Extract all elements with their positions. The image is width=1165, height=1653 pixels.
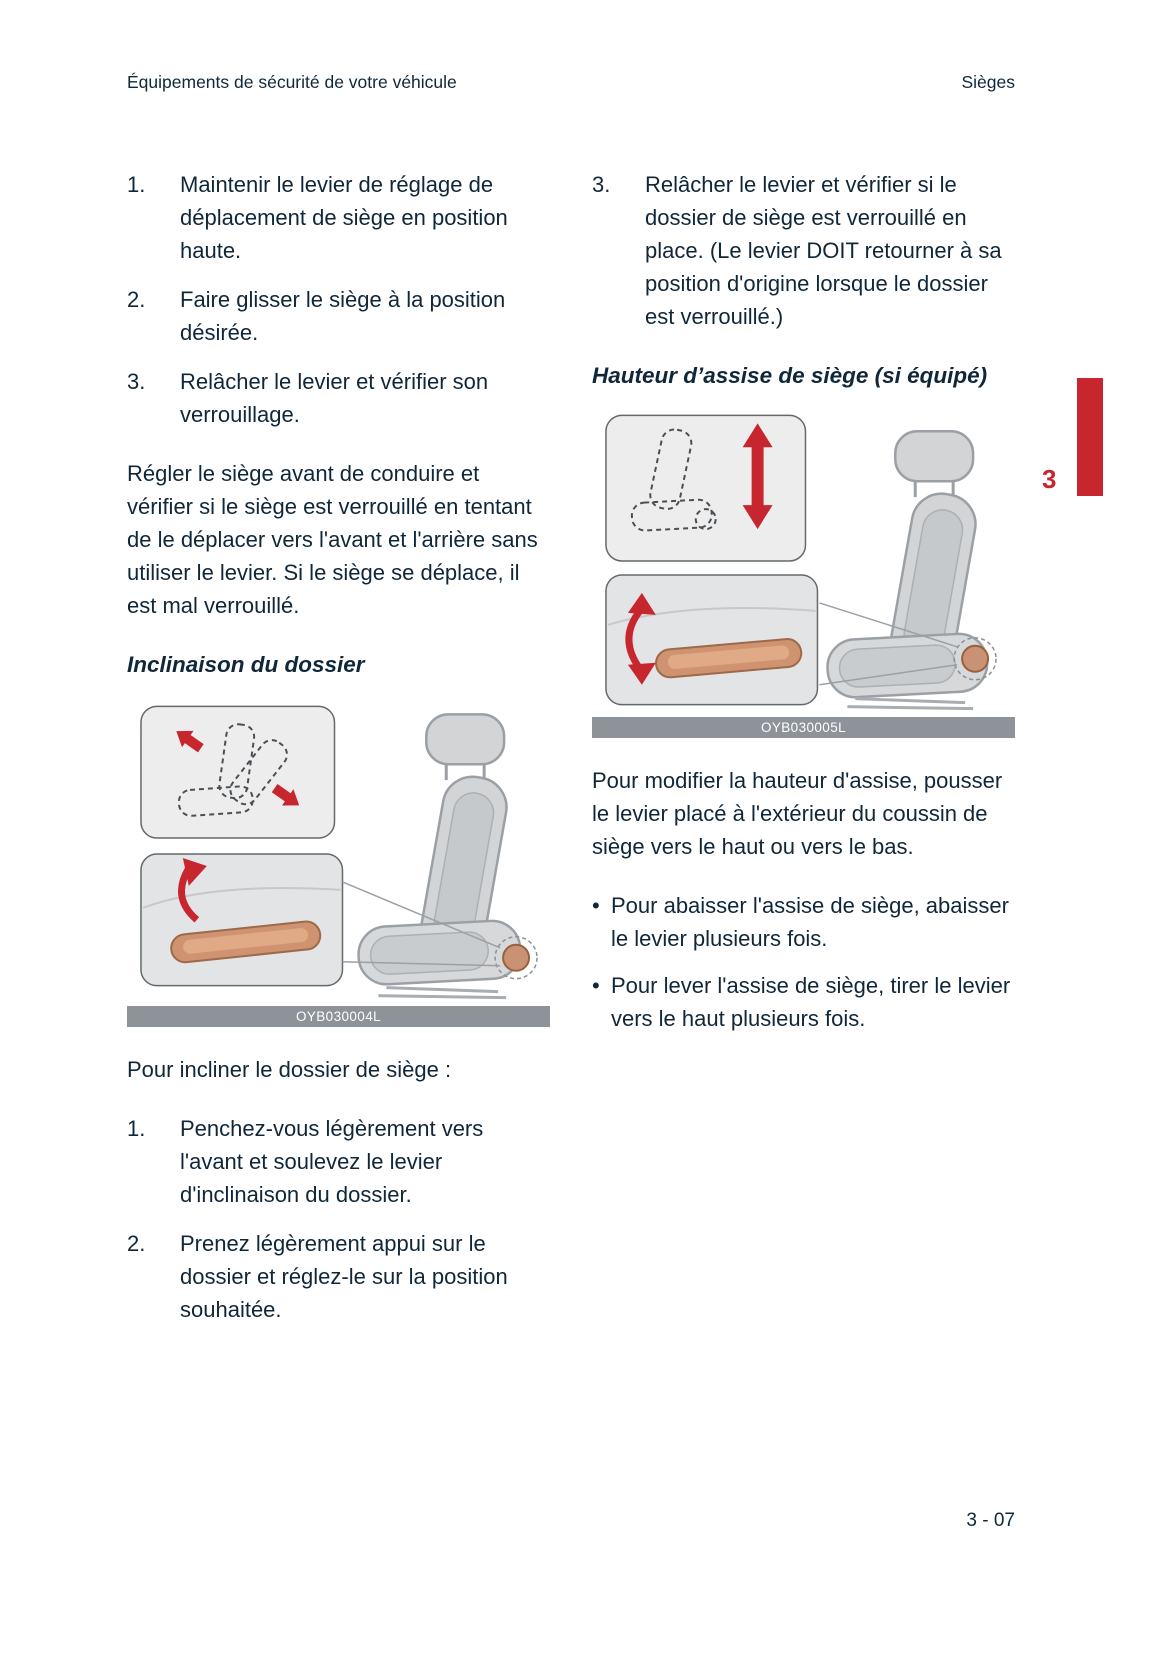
list-text: Faire glisser le siège à la position désirée. xyxy=(180,287,506,345)
page-header xyxy=(127,72,1015,93)
height-lever-inset xyxy=(606,575,818,705)
right-column xyxy=(592,168,1015,1342)
chapter-tab-bar xyxy=(1077,378,1103,496)
list-item xyxy=(127,168,550,267)
list-text: Maintenir le levier de réglage de déplacement de siège en position haute. xyxy=(180,172,508,263)
recline-lever-inset xyxy=(141,854,343,986)
figure-seatback-recline xyxy=(127,696,550,1027)
chapter-number: 3 xyxy=(1042,464,1057,494)
list-item xyxy=(592,889,1015,955)
recline-steps xyxy=(127,1112,550,1326)
seat-illustration xyxy=(357,714,537,997)
list-item xyxy=(127,1112,550,1211)
section-heading-seat-height: Hauteur d’assise de siège (si équipé) xyxy=(592,363,988,388)
paragraph-seat-check: Régler le siège avant de conduire et vérifier si le siège est verrouillé en tentant de le déplacer vers l'avant et l'arrière sans utiliser le levier. Si le siège se déplace, il est mal verrouillé. xyxy=(127,461,538,618)
bullet-glyph: • xyxy=(592,893,600,918)
page-footer xyxy=(127,1510,1015,1532)
recline-steps-continued xyxy=(592,168,1015,333)
figure-caption: OYB030005L xyxy=(592,717,1015,738)
header-section-title: Équipements de sécurité de votre véhicule xyxy=(127,72,457,92)
list-number: 3. xyxy=(592,172,611,197)
left-column xyxy=(127,168,550,1342)
figure-seat-height xyxy=(592,407,1015,738)
list-number: 3. xyxy=(127,369,146,394)
height-motion-inset xyxy=(606,415,806,561)
content-columns xyxy=(127,168,1015,1342)
list-text: Relâcher le levier et vérifier son verrouillage. xyxy=(180,369,489,427)
list-text: Pour abaisser l'assise de siège, abaisser le levier plusieurs fois. xyxy=(611,893,1009,951)
page-number: 3 - 07 xyxy=(966,1510,1015,1531)
list-item xyxy=(592,969,1015,1035)
list-text: Relâcher le levier et vérifier si le dossier de siège est verrouillé en place. (Le levier DOIT retourner à sa position d'origine lorsque le dossier est verrouillé.) xyxy=(645,172,1002,329)
list-number: 1. xyxy=(127,172,146,197)
seatback-recline-illustration xyxy=(127,696,550,1006)
list-number: 2. xyxy=(127,287,146,312)
figure-caption: OYB030004L xyxy=(127,1006,550,1027)
seat-illustration xyxy=(826,431,996,708)
seat-height-illustration xyxy=(592,407,1015,717)
seat-slide-steps xyxy=(127,168,550,431)
bullet-glyph: • xyxy=(592,973,600,998)
section-heading-recline: Inclinaison du dossier xyxy=(127,652,365,677)
paragraph-height-intro: Pour modifier la hauteur d'assise, pousser le levier placé à l'extérieur du coussin de siège vers le haut ou vers le bas. xyxy=(592,768,1003,859)
list-item xyxy=(592,168,1015,333)
header-chapter-title: Sièges xyxy=(961,72,1015,92)
list-number: 2. xyxy=(127,1231,146,1256)
list-text: Penchez-vous légèrement vers l'avant et soulevez le levier d'inclinaison du dossier. xyxy=(180,1116,484,1207)
list-item xyxy=(127,283,550,349)
list-item xyxy=(127,1227,550,1326)
list-number: 1. xyxy=(127,1116,146,1141)
height-bullet-list xyxy=(592,889,1015,1035)
paragraph-recline-intro: Pour incliner le dossier de siège : xyxy=(127,1057,452,1082)
list-item xyxy=(127,365,550,431)
list-text: Prenez légèrement appui sur le dossier et réglez-le sur la position souhaitée. xyxy=(180,1231,508,1322)
recline-motion-inset xyxy=(141,706,335,838)
list-text: Pour lever l'assise de siège, tirer le levier vers le haut plusieurs fois. xyxy=(611,973,1011,1031)
